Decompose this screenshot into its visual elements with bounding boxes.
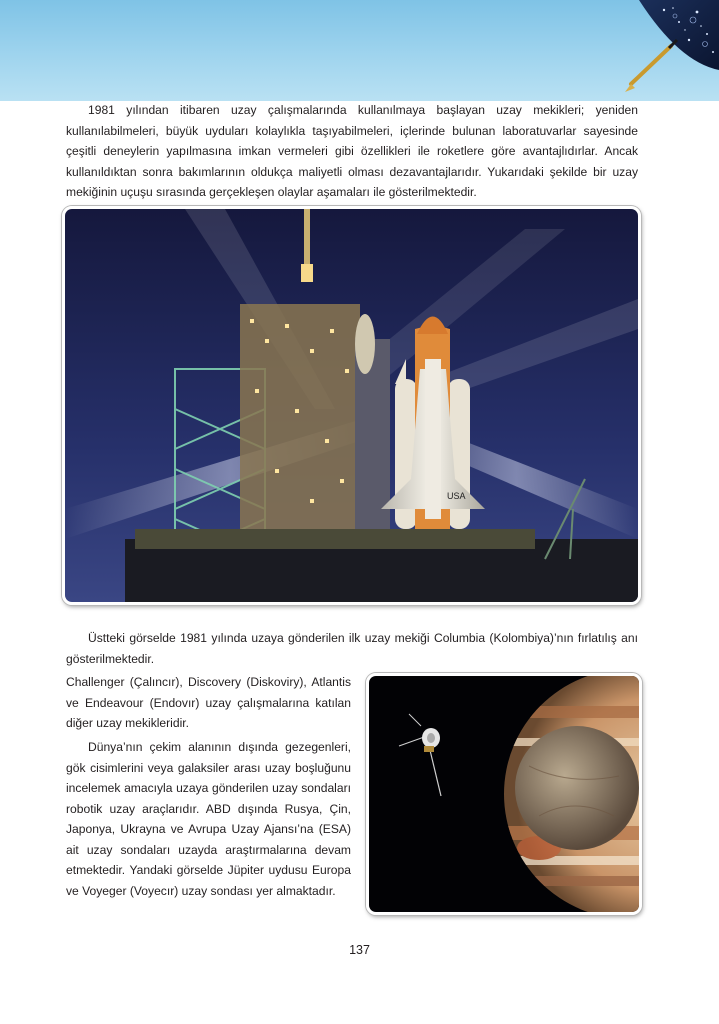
jupiter-europa-voyager-photo	[366, 673, 642, 915]
intro-paragraph: 1981 yılından itibaren uzay çalışmalarında kullanılmaya başlayan uzay mekikleri; yeniden kullanılabilmeleri, büyük uyduları kolaylıkla taşıyabilmeleri, içlerinde bulunan laboratuvarlar sayesinde çeşitli deneylerin yapılmasına imkan vermeleri gibi özellikleri ile roketlere göre avantajlıdırlar. Ancak kullanıldıktan sonra bakımlarının oldukça maliyetli olması dezavantajlarıdır. Yukarıdaki şekilde bir uzay mekiğinin uçuşu sırasında gerçekleşen olaylar aşamaları ile gösterilmektedir.	[66, 103, 638, 199]
page-number: 137	[349, 943, 370, 957]
probes-paragraph: Dünya’nın çekim alanının dışında gezegenleri, gök cisimlerini veya galaksiler arası uzay boşluğunu incelemek amacıyla uzaya gönderilen uzay sondaları robotik uzay araçlarıdır. ABD dışında Rusya, Çin, Japonya, Ukrayna ve Avrupa Uzay Ajansı’na (ESA) ait uzay sondaları uzayda araştırmalarına devam etmektedir. Yandaki görselde Jüpiter uydusu Europa ve Voyeger (Voyecır) uzay sondası yer almaktadır.	[66, 740, 351, 898]
starry-corner-illustration	[609, 0, 719, 101]
usa-marking: USA	[447, 491, 466, 501]
caption-paragraph: Üstteki görselde 1981 yılında uzaya gönderilen ilk uzay mekiği Columbia (Kolombiya)’nın fırlatılış anı gösterilmektedir.	[66, 631, 638, 666]
shuttles-paragraph: Challenger (Çalıncır), Discovery (Diskoviry), Atlantis ve Endeavour (Endovır) uzay çalışmalarına katılan diğer uzay mekikleridir.	[66, 675, 351, 730]
space-shuttle-launchpad-photo	[62, 206, 641, 605]
fountain-pen-icon	[631, 46, 671, 84]
